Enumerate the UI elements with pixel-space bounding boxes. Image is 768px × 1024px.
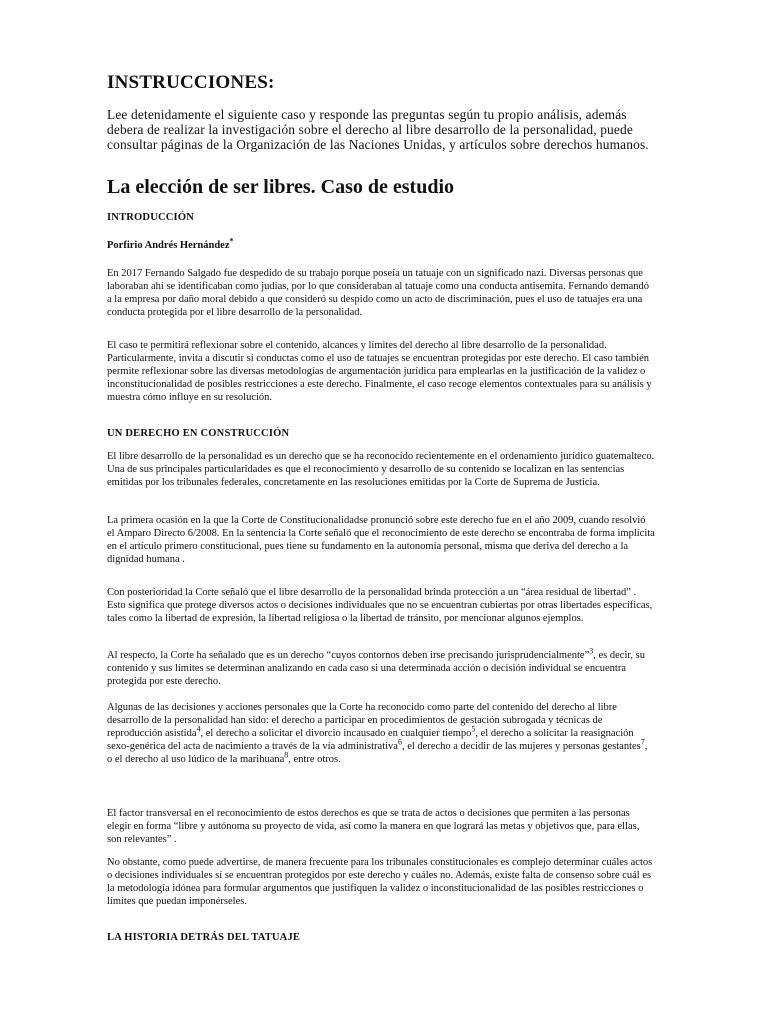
paragraph-s2-5 <box>107 702 655 767</box>
section-heading-introduccion: INTRODUCCIÓN <box>107 212 194 223</box>
footnote-ref-8: 8 <box>284 750 289 760</box>
author-name <box>107 236 234 251</box>
paragraph-intro-1: En 2017 Fernando Salgado fue despedido de su trabajo porque poseía un tatuaje con un significado nazi. Diversas personas que laboraban ahí se identificaban como judías, por lo que consideraban al tatuaje como una conducta antisemita. Fernando demandó a la empresa por daño moral debido a que consideró su despido como un acto de discriminación, pues el uso de tatuajes era una conducta protegida por el libre desarrollo de la personalidad. <box>107 268 650 318</box>
paragraph-s2-5-text-e: , o el derecho al uso lúdico de la marihuana <box>107 740 648 765</box>
footnote-ref-4: 4 <box>196 724 201 734</box>
paragraph-s2-4 <box>107 646 655 689</box>
author-footnote-mark: * <box>229 236 234 246</box>
paragraph-s2-4-text-b: , es decir, su contenido y sus límites se determinan analizando en cada caso si una determinada acción o decisión individual se encuentra protegida por este derecho. <box>107 650 646 687</box>
paragraph-s2-4-text-a: Al respecto, la Corte ha señalado que es un derecho “cuyos contornos deben irse precisando jurisprudencialmente” <box>107 650 590 661</box>
paragraph-s2-3: Con posterioridad la Corte señaló que el libre desarrollo de la personalidad brinda protección a un “área residual de libertad” . Esto significa que protege diversos actos o decisiones individuales que no se encuentran cubiertas por otras libertades específicas, tales como la libertad de expresión, la libertad religiosa o la libertad de tránsito, por mencionar algunos ejemplos. <box>107 587 653 624</box>
footnote-ref-6: 6 <box>397 737 402 747</box>
section-heading-derecho-en-construccion: UN DERECHO EN CONSTRUCCIÓN <box>107 428 290 439</box>
instructions-heading: INSTRUCCIONES: <box>107 72 275 93</box>
paragraph-s2-5-text-a: Algunas de las decisiones y acciones personales que la Corte ha reconocido como parte del contenido del derecho al libre desarrollo de la personalidad han sido: el derecho a participar en procedimientos de gestación subrogada y técnicas de reproducción asistida <box>107 702 617 739</box>
footnote-ref-3: 3 <box>589 646 594 656</box>
article-title: La elección de ser libres. Caso de estudio <box>107 176 455 198</box>
paragraph-s2-2: La primera ocasión en la que la Corte de Constitucionalidadse pronunció sobre este derecho fue en el año 2009, cuando resolvió el Amparo Directo 6/2008. En la sentencia la Corte señaló que el reconocimiento de este derecho se encontraba de forma implícita en el artículo primero constitucional, pues tiene su fundamento en la autonomía personal, misma que deriva del derecho a la dignidad humana . <box>107 515 655 565</box>
paragraph-s2-1: El libre desarrollo de la personalidad es un derecho que se ha reconocido recientemente en el ordenamiento jurídico guatemalteco. Una de sus principales particularidades es que el reconocimiento y desarrollo de su contenido se localizan en las sentencias emitidas por los tribunales federales, concretamente en las resoluciones emitidas por la Corte de Suprema de Justicia. <box>107 451 655 488</box>
footnote-ref-7: 7 <box>640 737 645 747</box>
instructions-body: Lee detenidamente el siguiente caso y responde las preguntas según tu propio análisis, además debera de realizar la investigación sobre el derecho al libre desarrollo de la personalidad, puede consultar páginas de la Organización de las Naciones Unidas, y artículos sobre derechos humanos. <box>107 107 649 153</box>
footnote-ref-5: 5 <box>471 724 476 734</box>
paragraph-s2-5-text-d: , el derecho a decidir de las mujeres y personas gestantes <box>401 740 641 752</box>
paragraph-s2-5-text-f: , entre otros. <box>288 753 341 765</box>
paragraph-s2-7: No obstante, como puede advertirse, de manera frecuente para los tribunales constitucionales es complejo determinar cuáles actos o decisiones individuales sí se encuentran protegidos por este derecho y cuáles no. Además, existe falta de consenso sobre cuál es la metodología idónea para formular argumentos que justifiquen la validez o inconstitucionalidad de las posibles restricciones o límites que puedan imponérseles. <box>107 857 653 907</box>
author-name-text: Porfirio Andrés Hernández <box>107 240 230 251</box>
paragraph-intro-2: El caso te permitirá reflexionar sobre el contenido, alcances y límites del derecho al libre desarrollo de la personalidad. Particularmente, invita a discutir si conductas como el uso de tatuajes se encuentran protegidas por este derecho. El caso también permite reflexionar sobre las diversas metodologías de argumentación jurídica para emplearlas en la justificación de la validez o inconstitucionalidad de posibles restricciones a este derecho. Finalmente, el caso recoge elementos contextuales para su análisis y muestra cómo influye en su resolución. <box>107 340 652 403</box>
paragraph-s2-5-text-c: , el derecho a solicitar la reasignación sexo-genérica del acta de nacimiento a través de la vía administrativa <box>107 727 634 752</box>
paragraph-s2-5-text-b: , el derecho a solicitar el divorcio incausado en cualquier tiempo <box>200 727 472 739</box>
paragraph-s2-6: El factor transversal en el reconocimiento de estos derechos es que se trata de actos o decisiones que permiten a las personas elegir en forma “libre y autónoma su proyecto de vida, así como la manera en que logrará las metas y objetivos que, para ellas, son relevantes” . <box>107 808 640 845</box>
section-heading-historia-tatuaje: LA HISTORIA DETRÁS DEL TATUAJE <box>107 932 301 943</box>
